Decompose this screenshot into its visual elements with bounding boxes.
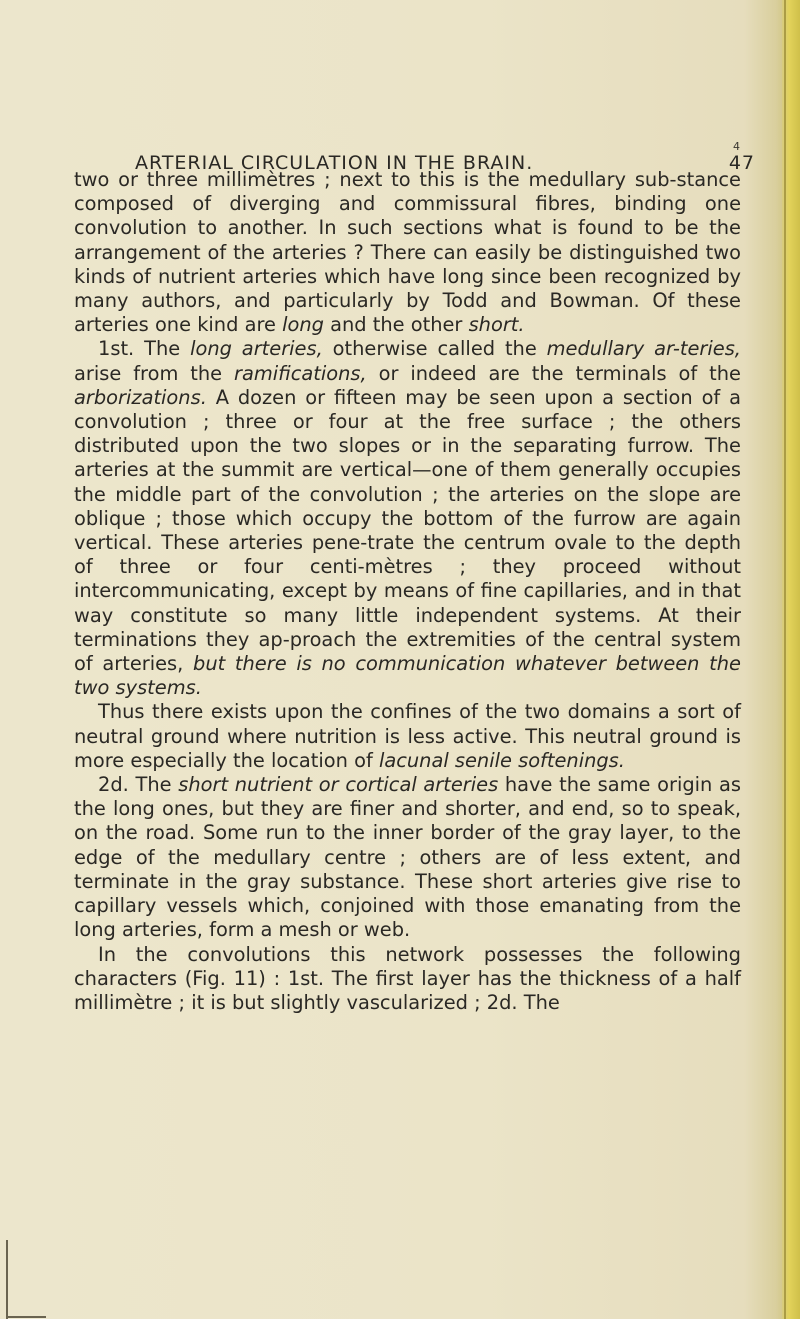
paragraph-2 bbox=[74, 337, 741, 700]
p4-text-a: 2d. The bbox=[98, 773, 179, 797]
p2-italic-2: medullary ar-teries, bbox=[546, 337, 741, 361]
p1-text-mid: and the other bbox=[323, 313, 469, 337]
p2-italic-3: ramifications, bbox=[234, 361, 367, 385]
p2-text-e: A dozen or fifteen may be seen upon a section of a convolution ; three or four at the free surface ; the others distributed upon the two slopes or in the separating furrow. The arteries at the summit are vertical—one of them generally occupies the middle part of the convolution ; the arteries on the slope are oblique ; those which occupy the bottom of the furrow are again vertical. These arteries pene-trate the centrum ovale to the depth of three or four centi-mètres ; they proceed without intercommunicating, except by means of fine capillaries, and in that way constitute so many little independent systems. At their terminations they ap-proach the extremities of the central system of arteries, bbox=[74, 385, 741, 676]
page-edge-line bbox=[784, 0, 786, 1319]
p2-italic-1: long arteries, bbox=[190, 337, 323, 361]
running-title: ARTERIAL CIRCULATION IN THE BRAIN. bbox=[135, 152, 534, 174]
p4-text-b: have the same origin as the long ones, but they are finer and shorter, and end, so to speak, on the road. Some run to the inner border of the gray layer, to the edge of the medullary centre ; others are of less extent, and terminate in the gray substance. These short arteries give rise to capillary vessels which, conjoined with those emanating from the long arteries, form a mesh or web. bbox=[74, 773, 742, 942]
page-corner-mark bbox=[6, 1240, 8, 1319]
paragraph-1 bbox=[74, 168, 741, 337]
body-text bbox=[74, 168, 741, 1015]
paragraph-5 bbox=[74, 943, 741, 1016]
p3-text: Thus there exists upon the confines of the two domains a sort of neutral ground where nutrition is less active. This neutral ground is more especially the location of bbox=[74, 700, 741, 772]
p5-text: In the convolutions this network possesses the following characters (Fig. 11) : 1st. The first layer has the thickness of a half millimètre ; it is but slightly vascularized ; 2d. The bbox=[74, 942, 741, 1014]
p2-text-c: arise from the bbox=[74, 361, 235, 385]
paragraph-4 bbox=[74, 773, 741, 942]
margin-mark: 4 bbox=[733, 140, 740, 153]
page-number: 47 bbox=[728, 152, 755, 174]
p2-text-a: 1st. The bbox=[98, 337, 191, 361]
p4-italic: short nutrient or cortical arteries bbox=[178, 773, 499, 797]
p2-italic-5: but there is no communication whatever between the two systems. bbox=[74, 652, 741, 700]
page-corner-mark-bottom bbox=[6, 1316, 46, 1318]
p3-italic: lacunal senile softenings. bbox=[378, 748, 625, 772]
p2-text-b: otherwise called the bbox=[322, 337, 547, 361]
p2-text-d: or indeed are the terminals of the bbox=[366, 361, 741, 385]
p1-text: two or three millimètres ; next to this is the medullary sub-stance composed of diverging and commissural fibres, binding one convolution to another. In such sections what is found to be the arrangement of the arteries ? There can easily be distinguished two kinds of nutrient arteries which have long since been recognized by many authors, and particularly by Todd and Bowman. Of these arteries one kind are bbox=[74, 168, 741, 337]
p2-italic-4: arborizations. bbox=[74, 385, 207, 409]
p1-italic-short: short. bbox=[468, 313, 525, 337]
paragraph-3 bbox=[74, 700, 741, 773]
p1-italic-long: long bbox=[282, 313, 324, 337]
